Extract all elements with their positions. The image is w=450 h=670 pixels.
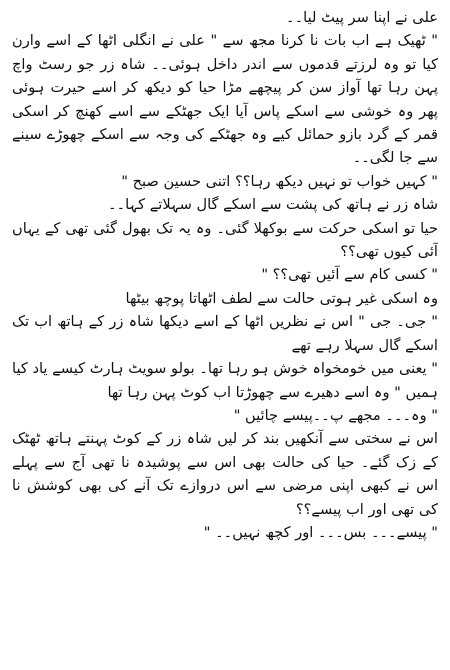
story-text — [12, 6, 438, 670]
paragraph-8: " جی۔ جی " اس نے نظریں اٹھا کے اسے دیکھا شاہ زر کے ہاتھ اب تک اسکے گال سہلا رہے تھے — [12, 313, 438, 354]
paragraph-12: " پیسے۔۔۔ بس۔۔۔ اور کچھ نہیں۔۔ " — [203, 523, 438, 541]
paragraph-2: " ٹھیک ہے اب بات نا کرنا مجھ سے " علی نے انگلی اٹھا کے اسے وارن کیا تو وہ لرزتے قدموں سے اندر داخل ہوئی۔۔ شاہ زر جو رسٹ واچ پہن رہا تھا آواز سن کر پیچھے مڑا حیا کو دیکھ کر اسے حیرت ہوئی پھر وہ خوشی سے اسکے پاس آیا ایک جھٹکے سے اسے کھنچ کر اسکی قمر کے گرد بازو حمائل کیے وہ جھٹکے کی وجہ سے اسکے چھوڑے سینے سے جا لگی۔۔ — [12, 32, 438, 167]
paragraph-1: علی نے اپنا سر پیٹ لیا۔۔ — [286, 9, 438, 26]
paragraph-10: " وہ۔۔۔ مجھے پ۔۔پیسے چائیں " — [233, 406, 438, 424]
paragraph-4: شاہ زر نے ہاتھ کی پشت سے اسکے گال سہلاتے کہا۔۔ — [108, 196, 438, 214]
paragraph-7: وہ اسکی غیر ہوتی حالت سے لطف اٹھاتا پوچھ بیٹھا — [125, 289, 438, 307]
paragraph-3: " کہیں خواب تو نہیں دیکھ رہا؟؟ اتنی حسین صبح " — [121, 172, 438, 190]
paragraph-6: " کسی کام سے آئیں تھی؟؟ " — [261, 266, 438, 284]
paragraph-9: " یعنی میں خومخواہ خوش ہو رہا تھا۔ بولو سویٹ ہارٹ کیسے یاد کیا ہمیں " وہ اسے دھیرے سے چھوڑتا اب کوٹ پہن رہا تھا — [12, 360, 438, 401]
paragraph-11: اس نے سختی سے آنکھیں بند کر لیں شاہ زر کے کوٹ پہنتے ہاتھ ٹھٹک کے زک گئے۔ حیا کی حالت بھی اس سے پوشیدہ نا تھی آج سے پہلے اس نے کبھی اپنی مرضی سے اس دروازے تک آنے کی بھی کوشش نا کی تھی اور اب پیسے؟؟ — [12, 430, 438, 518]
paragraph-5: حیا تو اسکی حرکت سے بوکھلا گئی۔ وہ یہ تک بھول گئی تھی کے یہاں آئی کیوں تھی؟؟ — [12, 219, 438, 261]
